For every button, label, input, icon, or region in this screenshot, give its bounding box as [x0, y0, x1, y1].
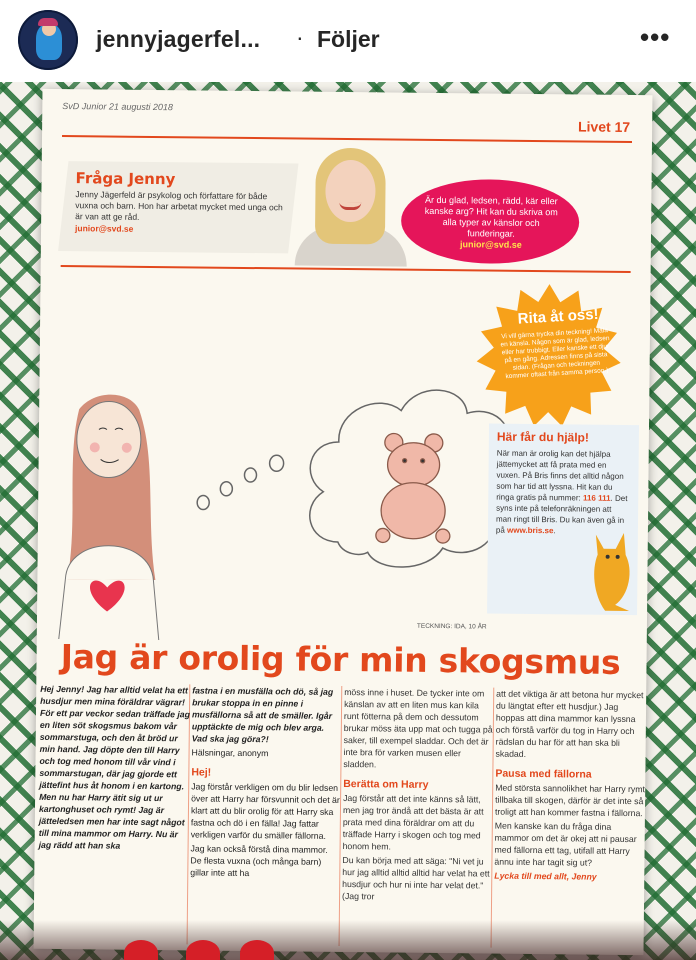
letter-signature: Hälsningar, anonym — [191, 747, 269, 759]
speech-bubble-body: Är du glad, ledsen, rädd, kär eller kanske arg? Hit kan du skriva om alla typer av känslor och funderingar. — [424, 194, 558, 239]
help-text-part1: När man är orolig kan det hjälpa jättemycket att få prata med en vuxen. På Bris finns det alltid någon som har tid att lyssna. Hit kan du ringa gratis på nummer: — [496, 448, 624, 503]
separator-dot: · — [296, 24, 304, 50]
reply-paragraph: Med största sannolikhet har Harry rymt tillbaka till skogen, därför är det inte så troligt att han kommer fastna i fällorna. — [494, 782, 645, 819]
following-button[interactable]: Följer — [317, 26, 380, 52]
letter-text-continued: fastna i en musfälla och dö, så jag brukar stoppa in en pinne i musfällorna så att de smäller. Igår upptäckte de mig och blev arga. Vad ska jag göra?! — [191, 685, 334, 745]
article-body — [37, 683, 645, 959]
bottom-shadow — [0, 920, 696, 960]
rita-badge-title: Rita åt oss! — [517, 305, 600, 328]
speech-bubble-text — [421, 195, 562, 251]
fingernails — [118, 936, 318, 960]
more-options-icon[interactable]: ••• — [640, 22, 671, 52]
rita-badge-text: Vi vill gärna trycka din teckning! Måla en känsla. Någon som är glad, ledsen eller har trubbigt. Eller kanske ett djur på en gång. Adressen finns på sista sidan. (Frågan och teckningen kommer oftast från samma person.) — [500, 327, 610, 381]
article-column-1 — [39, 683, 191, 855]
letter-text: Hej Jenny! Jag har alltid velat ha ett husdjur men mina föräldrar vägrar! För ett par veckor sedan träffade jag en liten söt skogsmus bakom vår sommarstuga, och den åt bröd ur min hand. Jag döpte den till Harry och tog med honom till vår vind i sommarstugan, där jag gjorde ett jättefint hus åt honom i en kartong. Men nu har Harry ätit sig ut ur kartonghuset och rymt! Jag är jätteledsen men har inte sagt något till mina mammor om Harry. Nu är jag rädd att han ska — [38, 683, 191, 851]
bris-phone: 116 111 — [582, 493, 611, 503]
ask-jenny-title: Fråga Jenny — [75, 169, 176, 189]
username-link[interactable]: jennyjagerfel... — [96, 26, 261, 52]
middle-rule — [61, 265, 631, 273]
newspaper-page — [34, 89, 653, 955]
reply-paragraph: möss inne i huset. De tycker inte om känslan av att en liten mus kan kila runt fötterna på dem och dessutom brukar möss äta upp mat och tugga på saker, till exempel sladdar. Och det är inte bra för varken musen eller sladden. — [343, 687, 493, 770]
help-box-title: Här får du hjälp! — [496, 429, 589, 445]
thought-circles — [197, 454, 284, 510]
reply-paragraph: Men kanske kan du fråga dina mammor om det är okej att ni pausar med fällorna ett tag, utifall att Harry ännu inte har tagit sig ut? — [494, 820, 637, 868]
article-column-2 — [190, 684, 342, 882]
help-text-part2: . Det syns inte på telefonräkningen att man ringt till Bris. Du kan även gå in på — [495, 493, 628, 535]
reply-signature: Lycka till med allt, Jenny — [494, 870, 597, 882]
bris-url: www.bris.se — [507, 525, 554, 536]
drawing-credit: TECKNING: IDA, 10 ÅR — [416, 622, 487, 631]
article-headline: Jag är orolig för min skogsmus — [60, 637, 621, 682]
reply-paragraph: att det viktiga är att betona hur mycket du längtat efter ett husdjur.) Jag hoppas att dina mammor kan lyssna och förstå varför du tog in Harry och rädslan du har för att han ska bli skadad. — [495, 688, 644, 759]
drawing-girl — [59, 394, 162, 640]
reply-greeting: Hej! — [191, 766, 212, 779]
section-label: Livet 17 — [577, 118, 631, 135]
ask-jenny-email: junior@svd.se — [75, 223, 134, 234]
drawing-mouse — [376, 433, 451, 543]
speech-bubble-email: junior@svd.se — [459, 239, 522, 250]
subheading-pausa: Pausa med fällorna — [495, 767, 592, 781]
reply-paragraph: Jag förstår verkligen om du blir ledsen över att Harry har försvunnit och det är klart att du blir orolig för att Harry ska fastna och dö i en fälla! Jag fattar verkligen varför du smäller fällorna. — [190, 781, 340, 841]
article-column-4 — [494, 688, 646, 886]
ask-jenny-text: Jenny Jägerfeld är psykolog och författare för både vuxna och barn. Hon har arbetat mycket med unga och är van att ge råd. — [75, 189, 283, 222]
jenny-portrait — [289, 139, 410, 266]
help-text-part3: . — [553, 526, 556, 536]
subheading-beratta: Berätta om Harry — [343, 778, 429, 791]
fox-illustration — [585, 525, 636, 616]
reply-paragraph: Du kan börja med att säga: "Ni vet ju hur jag alltid alltid alltid har velat ha ett husdjur och hur ni inte har velat det." (Jag tror — [342, 855, 490, 902]
post-header — [0, 0, 696, 82]
post-photo[interactable] — [0, 82, 696, 960]
reply-paragraph: Jag kan också förstå dina mammor. De flesta vuxna (och många barn) gillar inte att ha — [190, 843, 328, 879]
profile-avatar[interactable] — [18, 10, 78, 70]
page-date-line: SvD Junior 21 augusti 2018 — [62, 101, 173, 113]
reply-paragraph: Jag förstår att det inte känns så lätt, men jag tror ändå att det bästa är att prata med dina föräldrar om att du träffade Harry i skogen och tog med honom hem. — [342, 793, 484, 852]
help-box-text — [496, 448, 629, 537]
article-column-3 — [342, 686, 494, 906]
